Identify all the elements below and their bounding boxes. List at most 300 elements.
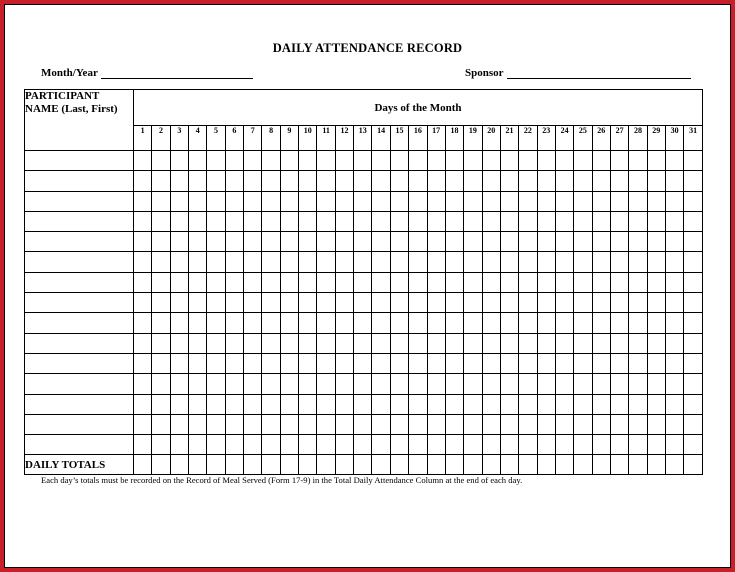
attendance-cell[interactable]: [262, 171, 280, 191]
attendance-cell[interactable]: [519, 171, 537, 191]
attendance-cell[interactable]: [684, 211, 703, 231]
attendance-cell[interactable]: [225, 435, 243, 455]
attendance-cell[interactable]: [445, 435, 463, 455]
attendance-cell[interactable]: [574, 435, 592, 455]
attendance-cell[interactable]: [665, 414, 683, 434]
attendance-cell[interactable]: [464, 191, 482, 211]
attendance-cell[interactable]: [445, 353, 463, 373]
attendance-cell[interactable]: [519, 414, 537, 434]
attendance-cell[interactable]: [390, 353, 408, 373]
attendance-cell[interactable]: [152, 353, 170, 373]
attendance-cell[interactable]: [647, 171, 665, 191]
attendance-cell[interactable]: [299, 353, 317, 373]
attendance-cell[interactable]: [372, 313, 390, 333]
attendance-cell[interactable]: [390, 333, 408, 353]
attendance-cell[interactable]: [134, 353, 152, 373]
attendance-cell[interactable]: [262, 293, 280, 313]
attendance-cell[interactable]: [537, 232, 555, 252]
attendance-cell[interactable]: [647, 414, 665, 434]
attendance-cell[interactable]: [317, 272, 335, 292]
attendance-cell[interactable]: [482, 374, 500, 394]
attendance-cell[interactable]: [519, 293, 537, 313]
attendance-cell[interactable]: [299, 232, 317, 252]
attendance-cell[interactable]: [207, 394, 225, 414]
attendance-cell[interactable]: [152, 394, 170, 414]
attendance-cell[interactable]: [592, 313, 610, 333]
daily-total-cell[interactable]: [647, 455, 665, 475]
daily-total-cell[interactable]: [665, 455, 683, 475]
attendance-cell[interactable]: [354, 211, 372, 231]
attendance-cell[interactable]: [665, 191, 683, 211]
attendance-cell[interactable]: [299, 272, 317, 292]
attendance-cell[interactable]: [537, 353, 555, 373]
attendance-cell[interactable]: [555, 414, 573, 434]
attendance-cell[interactable]: [464, 211, 482, 231]
attendance-cell[interactable]: [225, 293, 243, 313]
daily-total-cell[interactable]: [427, 455, 445, 475]
attendance-cell[interactable]: [665, 232, 683, 252]
attendance-cell[interactable]: [299, 394, 317, 414]
attendance-cell[interactable]: [244, 293, 262, 313]
attendance-cell[interactable]: [629, 211, 647, 231]
attendance-cell[interactable]: [555, 435, 573, 455]
attendance-cell[interactable]: [372, 171, 390, 191]
attendance-cell[interactable]: [555, 394, 573, 414]
attendance-cell[interactable]: [519, 232, 537, 252]
attendance-cell[interactable]: [519, 191, 537, 211]
attendance-cell[interactable]: [500, 313, 518, 333]
attendance-cell[interactable]: [409, 353, 427, 373]
attendance-cell[interactable]: [427, 293, 445, 313]
attendance-cell[interactable]: [464, 232, 482, 252]
daily-total-cell[interactable]: [170, 455, 188, 475]
attendance-cell[interactable]: [152, 293, 170, 313]
attendance-cell[interactable]: [610, 151, 628, 171]
attendance-cell[interactable]: [390, 232, 408, 252]
attendance-cell[interactable]: [555, 232, 573, 252]
attendance-cell[interactable]: [189, 293, 207, 313]
attendance-cell[interactable]: [629, 151, 647, 171]
attendance-cell[interactable]: [170, 293, 188, 313]
daily-total-cell[interactable]: [280, 455, 298, 475]
attendance-cell[interactable]: [647, 252, 665, 272]
attendance-cell[interactable]: [464, 272, 482, 292]
attendance-cell[interactable]: [574, 151, 592, 171]
attendance-cell[interactable]: [152, 232, 170, 252]
attendance-cell[interactable]: [610, 252, 628, 272]
attendance-cell[interactable]: [445, 394, 463, 414]
attendance-cell[interactable]: [335, 252, 353, 272]
attendance-cell[interactable]: [500, 191, 518, 211]
attendance-cell[interactable]: [335, 191, 353, 211]
attendance-cell[interactable]: [482, 211, 500, 231]
attendance-cell[interactable]: [629, 191, 647, 211]
attendance-cell[interactable]: [299, 313, 317, 333]
attendance-cell[interactable]: [500, 353, 518, 373]
attendance-cell[interactable]: [262, 191, 280, 211]
attendance-cell[interactable]: [519, 353, 537, 373]
attendance-cell[interactable]: [244, 252, 262, 272]
attendance-cell[interactable]: [280, 435, 298, 455]
attendance-cell[interactable]: [555, 333, 573, 353]
attendance-cell[interactable]: [409, 272, 427, 292]
participant-name-cell[interactable]: [25, 333, 134, 353]
attendance-cell[interactable]: [280, 353, 298, 373]
attendance-cell[interactable]: [629, 374, 647, 394]
attendance-cell[interactable]: [335, 272, 353, 292]
attendance-cell[interactable]: [537, 313, 555, 333]
attendance-cell[interactable]: [134, 374, 152, 394]
daily-total-cell[interactable]: [610, 455, 628, 475]
attendance-cell[interactable]: [537, 211, 555, 231]
attendance-cell[interactable]: [225, 374, 243, 394]
attendance-cell[interactable]: [555, 151, 573, 171]
attendance-cell[interactable]: [427, 414, 445, 434]
attendance-cell[interactable]: [134, 171, 152, 191]
daily-total-cell[interactable]: [464, 455, 482, 475]
attendance-cell[interactable]: [537, 252, 555, 272]
attendance-cell[interactable]: [629, 313, 647, 333]
attendance-cell[interactable]: [390, 191, 408, 211]
attendance-cell[interactable]: [610, 191, 628, 211]
attendance-cell[interactable]: [280, 252, 298, 272]
attendance-cell[interactable]: [574, 232, 592, 252]
participant-name-cell[interactable]: [25, 151, 134, 171]
attendance-cell[interactable]: [445, 191, 463, 211]
attendance-cell[interactable]: [372, 374, 390, 394]
attendance-cell[interactable]: [409, 171, 427, 191]
attendance-cell[interactable]: [244, 191, 262, 211]
attendance-cell[interactable]: [555, 252, 573, 272]
attendance-cell[interactable]: [170, 313, 188, 333]
attendance-cell[interactable]: [610, 435, 628, 455]
attendance-cell[interactable]: [317, 435, 335, 455]
attendance-cell[interactable]: [427, 191, 445, 211]
attendance-cell[interactable]: [482, 414, 500, 434]
attendance-cell[interactable]: [464, 374, 482, 394]
attendance-cell[interactable]: [280, 394, 298, 414]
attendance-cell[interactable]: [189, 313, 207, 333]
attendance-cell[interactable]: [225, 414, 243, 434]
daily-total-cell[interactable]: [152, 455, 170, 475]
attendance-cell[interactable]: [207, 272, 225, 292]
attendance-cell[interactable]: [335, 333, 353, 353]
attendance-cell[interactable]: [262, 313, 280, 333]
attendance-cell[interactable]: [280, 374, 298, 394]
attendance-cell[interactable]: [409, 191, 427, 211]
attendance-cell[interactable]: [574, 313, 592, 333]
daily-total-cell[interactable]: [482, 455, 500, 475]
attendance-cell[interactable]: [335, 394, 353, 414]
participant-name-cell[interactable]: [25, 293, 134, 313]
attendance-cell[interactable]: [427, 435, 445, 455]
attendance-cell[interactable]: [207, 293, 225, 313]
attendance-cell[interactable]: [170, 232, 188, 252]
attendance-cell[interactable]: [244, 394, 262, 414]
attendance-cell[interactable]: [684, 394, 703, 414]
attendance-cell[interactable]: [262, 374, 280, 394]
attendance-cell[interactable]: [592, 414, 610, 434]
attendance-cell[interactable]: [445, 232, 463, 252]
attendance-cell[interactable]: [537, 414, 555, 434]
attendance-cell[interactable]: [317, 171, 335, 191]
attendance-cell[interactable]: [134, 313, 152, 333]
attendance-cell[interactable]: [170, 394, 188, 414]
attendance-cell[interactable]: [317, 232, 335, 252]
attendance-cell[interactable]: [225, 191, 243, 211]
attendance-cell[interactable]: [665, 313, 683, 333]
attendance-cell[interactable]: [519, 435, 537, 455]
attendance-cell[interactable]: [684, 232, 703, 252]
attendance-cell[interactable]: [225, 272, 243, 292]
attendance-cell[interactable]: [464, 435, 482, 455]
attendance-cell[interactable]: [262, 272, 280, 292]
attendance-cell[interactable]: [207, 353, 225, 373]
participant-name-cell[interactable]: [25, 435, 134, 455]
attendance-cell[interactable]: [592, 374, 610, 394]
attendance-cell[interactable]: [207, 435, 225, 455]
attendance-cell[interactable]: [629, 394, 647, 414]
attendance-cell[interactable]: [629, 353, 647, 373]
attendance-cell[interactable]: [464, 414, 482, 434]
attendance-cell[interactable]: [464, 313, 482, 333]
attendance-cell[interactable]: [409, 293, 427, 313]
attendance-cell[interactable]: [592, 394, 610, 414]
attendance-cell[interactable]: [317, 191, 335, 211]
daily-total-cell[interactable]: [390, 455, 408, 475]
attendance-cell[interactable]: [684, 353, 703, 373]
attendance-cell[interactable]: [299, 211, 317, 231]
attendance-cell[interactable]: [354, 293, 372, 313]
attendance-cell[interactable]: [262, 353, 280, 373]
attendance-cell[interactable]: [445, 313, 463, 333]
attendance-cell[interactable]: [519, 211, 537, 231]
attendance-cell[interactable]: [610, 333, 628, 353]
attendance-cell[interactable]: [482, 435, 500, 455]
attendance-cell[interactable]: [207, 252, 225, 272]
daily-total-cell[interactable]: [519, 455, 537, 475]
attendance-cell[interactable]: [207, 171, 225, 191]
attendance-cell[interactable]: [537, 394, 555, 414]
attendance-cell[interactable]: [354, 435, 372, 455]
attendance-cell[interactable]: [684, 252, 703, 272]
attendance-cell[interactable]: [372, 211, 390, 231]
attendance-cell[interactable]: [665, 374, 683, 394]
attendance-cell[interactable]: [629, 252, 647, 272]
attendance-cell[interactable]: [317, 211, 335, 231]
attendance-cell[interactable]: [225, 211, 243, 231]
attendance-cell[interactable]: [372, 394, 390, 414]
attendance-cell[interactable]: [684, 151, 703, 171]
attendance-cell[interactable]: [482, 333, 500, 353]
attendance-cell[interactable]: [537, 333, 555, 353]
attendance-cell[interactable]: [610, 171, 628, 191]
attendance-cell[interactable]: [170, 272, 188, 292]
attendance-cell[interactable]: [592, 171, 610, 191]
attendance-cell[interactable]: [244, 151, 262, 171]
attendance-cell[interactable]: [409, 232, 427, 252]
attendance-cell[interactable]: [647, 232, 665, 252]
attendance-cell[interactable]: [464, 151, 482, 171]
attendance-cell[interactable]: [152, 374, 170, 394]
attendance-cell[interactable]: [519, 151, 537, 171]
attendance-cell[interactable]: [464, 252, 482, 272]
attendance-cell[interactable]: [409, 211, 427, 231]
attendance-cell[interactable]: [372, 353, 390, 373]
attendance-cell[interactable]: [335, 151, 353, 171]
attendance-cell[interactable]: [409, 414, 427, 434]
attendance-cell[interactable]: [555, 374, 573, 394]
attendance-cell[interactable]: [464, 353, 482, 373]
attendance-cell[interactable]: [500, 394, 518, 414]
daily-total-cell[interactable]: [354, 455, 372, 475]
attendance-cell[interactable]: [189, 211, 207, 231]
attendance-cell[interactable]: [170, 211, 188, 231]
attendance-cell[interactable]: [500, 293, 518, 313]
attendance-cell[interactable]: [335, 374, 353, 394]
attendance-cell[interactable]: [225, 313, 243, 333]
attendance-cell[interactable]: [354, 374, 372, 394]
attendance-cell[interactable]: [500, 171, 518, 191]
attendance-cell[interactable]: [409, 151, 427, 171]
attendance-cell[interactable]: [354, 151, 372, 171]
attendance-cell[interactable]: [244, 333, 262, 353]
attendance-cell[interactable]: [665, 435, 683, 455]
attendance-cell[interactable]: [280, 414, 298, 434]
participant-name-cell[interactable]: [25, 211, 134, 231]
daily-total-cell[interactable]: [317, 455, 335, 475]
attendance-cell[interactable]: [354, 333, 372, 353]
attendance-cell[interactable]: [299, 435, 317, 455]
attendance-cell[interactable]: [317, 333, 335, 353]
attendance-cell[interactable]: [207, 313, 225, 333]
attendance-cell[interactable]: [170, 435, 188, 455]
attendance-cell[interactable]: [500, 211, 518, 231]
attendance-cell[interactable]: [500, 272, 518, 292]
attendance-cell[interactable]: [152, 272, 170, 292]
attendance-cell[interactable]: [225, 252, 243, 272]
sponsor-blank[interactable]: [507, 68, 691, 79]
attendance-cell[interactable]: [354, 353, 372, 373]
attendance-cell[interactable]: [299, 191, 317, 211]
attendance-cell[interactable]: [445, 414, 463, 434]
attendance-cell[interactable]: [592, 191, 610, 211]
attendance-cell[interactable]: [170, 252, 188, 272]
participant-name-cell[interactable]: [25, 313, 134, 333]
attendance-cell[interactable]: [519, 394, 537, 414]
attendance-cell[interactable]: [409, 394, 427, 414]
attendance-cell[interactable]: [134, 151, 152, 171]
attendance-cell[interactable]: [354, 191, 372, 211]
attendance-cell[interactable]: [170, 191, 188, 211]
attendance-cell[interactable]: [684, 435, 703, 455]
attendance-cell[interactable]: [555, 171, 573, 191]
attendance-cell[interactable]: [207, 151, 225, 171]
attendance-cell[interactable]: [629, 171, 647, 191]
attendance-cell[interactable]: [629, 333, 647, 353]
daily-total-cell[interactable]: [134, 455, 152, 475]
attendance-cell[interactable]: [427, 272, 445, 292]
attendance-cell[interactable]: [500, 435, 518, 455]
attendance-cell[interactable]: [152, 171, 170, 191]
attendance-cell[interactable]: [317, 353, 335, 373]
attendance-cell[interactable]: [189, 151, 207, 171]
attendance-cell[interactable]: [372, 333, 390, 353]
attendance-cell[interactable]: [335, 313, 353, 333]
attendance-cell[interactable]: [244, 171, 262, 191]
attendance-cell[interactable]: [335, 232, 353, 252]
attendance-cell[interactable]: [335, 414, 353, 434]
attendance-cell[interactable]: [482, 353, 500, 373]
attendance-cell[interactable]: [390, 313, 408, 333]
attendance-cell[interactable]: [500, 333, 518, 353]
attendance-cell[interactable]: [445, 252, 463, 272]
attendance-cell[interactable]: [354, 394, 372, 414]
attendance-cell[interactable]: [519, 272, 537, 292]
attendance-cell[interactable]: [482, 293, 500, 313]
attendance-cell[interactable]: [592, 435, 610, 455]
attendance-cell[interactable]: [610, 374, 628, 394]
daily-total-cell[interactable]: [262, 455, 280, 475]
attendance-cell[interactable]: [280, 313, 298, 333]
attendance-cell[interactable]: [464, 333, 482, 353]
attendance-cell[interactable]: [574, 272, 592, 292]
attendance-cell[interactable]: [134, 232, 152, 252]
attendance-cell[interactable]: [482, 232, 500, 252]
daily-total-cell[interactable]: [574, 455, 592, 475]
attendance-cell[interactable]: [280, 191, 298, 211]
attendance-cell[interactable]: [427, 211, 445, 231]
attendance-cell[interactable]: [574, 374, 592, 394]
attendance-cell[interactable]: [244, 232, 262, 252]
attendance-cell[interactable]: [390, 293, 408, 313]
attendance-cell[interactable]: [390, 252, 408, 272]
attendance-cell[interactable]: [244, 414, 262, 434]
attendance-cell[interactable]: [280, 151, 298, 171]
daily-total-cell[interactable]: [409, 455, 427, 475]
attendance-cell[interactable]: [170, 333, 188, 353]
attendance-cell[interactable]: [592, 211, 610, 231]
attendance-cell[interactable]: [354, 272, 372, 292]
attendance-cell[interactable]: [427, 313, 445, 333]
participant-name-cell[interactable]: [25, 353, 134, 373]
attendance-cell[interactable]: [684, 313, 703, 333]
attendance-cell[interactable]: [134, 211, 152, 231]
attendance-cell[interactable]: [482, 171, 500, 191]
attendance-cell[interactable]: [500, 252, 518, 272]
attendance-cell[interactable]: [610, 211, 628, 231]
attendance-cell[interactable]: [647, 333, 665, 353]
attendance-cell[interactable]: [225, 333, 243, 353]
attendance-cell[interactable]: [665, 353, 683, 373]
attendance-cell[interactable]: [354, 414, 372, 434]
attendance-cell[interactable]: [170, 171, 188, 191]
attendance-cell[interactable]: [574, 191, 592, 211]
attendance-cell[interactable]: [262, 414, 280, 434]
attendance-cell[interactable]: [537, 374, 555, 394]
attendance-cell[interactable]: [244, 353, 262, 373]
attendance-cell[interactable]: [189, 171, 207, 191]
participant-name-cell[interactable]: [25, 171, 134, 191]
attendance-cell[interactable]: [537, 171, 555, 191]
daily-total-cell[interactable]: [592, 455, 610, 475]
attendance-cell[interactable]: [409, 435, 427, 455]
attendance-cell[interactable]: [555, 353, 573, 373]
attendance-cell[interactable]: [372, 151, 390, 171]
attendance-cell[interactable]: [427, 252, 445, 272]
attendance-cell[interactable]: [500, 414, 518, 434]
attendance-cell[interactable]: [335, 353, 353, 373]
